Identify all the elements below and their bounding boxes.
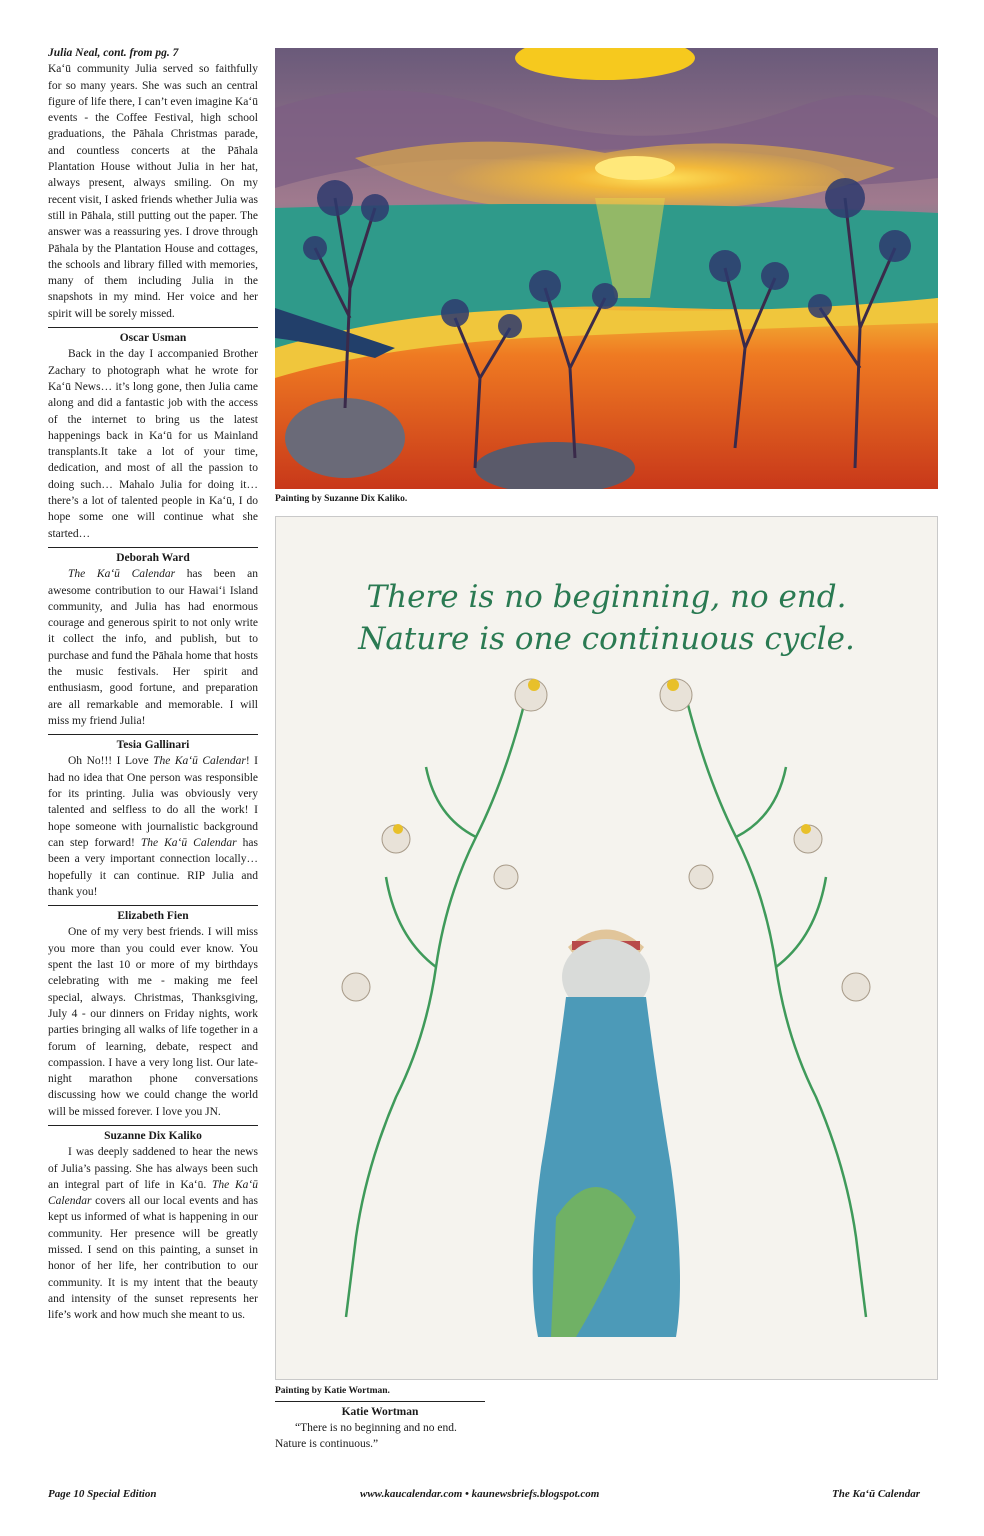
left-column (48, 45, 258, 1324)
continuation-heading: Julia Neal, cont. from pg. 7 (48, 47, 179, 59)
watercolor-art (276, 517, 937, 1379)
tribute-name-suzanne: Suzanne Dix Kaliko (104, 1130, 202, 1142)
painting2-caption: Painting by Katie Wortman. (275, 1386, 390, 1396)
tribute-name-oscar: Oscar Usman (119, 332, 187, 345)
footer-publication: The Ka‘ū Calendar (832, 1488, 921, 1500)
tribute-text-part: has been a very important connection locally… hopefully it can continue. RIP Julia and thank you! (48, 836, 258, 898)
tribute-text-part: ! I had no idea that One person was responsible for its printing. Julia was obviously very talented and selfless to do all the work! I hope someone with journalistic background can step forward! (48, 755, 258, 849)
tribute-text-part: Oh No!!! I Love (68, 755, 154, 768)
publication-name: The Ka‘ū Calendar (140, 836, 237, 849)
divider (48, 734, 258, 735)
divider (48, 327, 258, 328)
publication-name: The Ka‘ū Calendar (153, 755, 246, 768)
sunset-painting (275, 48, 938, 489)
divider (48, 1125, 258, 1126)
tribute-name-deborah: Deborah Ward (116, 551, 190, 564)
painting1-caption: Painting by Suzanne Dix Kaliko. (275, 494, 408, 504)
tribute-text-tesia (48, 753, 258, 900)
divider (275, 1401, 485, 1402)
publication-name: The Ka‘ū Calendar (48, 1178, 259, 1208)
watercolor-painting (275, 516, 938, 1380)
painting-quote-line2: Nature is one continuous cycle. (358, 621, 855, 657)
tribute-text-suzanne (48, 1144, 258, 1323)
tribute-text-part: covers all our local events and has kept us informed of what is happening in our community. Her presence will be greatly missed. I send on this painting, a sunset in honor of her life, her contribution to our community. It is my intent that the beauty and intensity of the sunset represents her life’s work and how much she meant to us. (48, 1195, 258, 1322)
painting-quote-line1: There is no beginning, no end. (366, 579, 847, 615)
footer-website: www.kaucalendar.com • kaunewsbriefs.blogspot.com (360, 1488, 600, 1500)
publication-name: The Ka‘ū Calendar (68, 568, 176, 581)
divider (48, 547, 258, 548)
divider (48, 905, 258, 906)
tribute-name-tesia: Tesia Gallinari (116, 739, 190, 752)
footer-page: Page 10 Special Edition (48, 1488, 157, 1500)
katie-tribute (275, 1401, 485, 1452)
sunset-painting-art (275, 48, 938, 489)
tribute-text-deborah (48, 566, 258, 729)
tribute-text-deborah-body: has been an awesome contribution to our Hawai‘i Island community, and Julia has had enormous courage and generous spirit to not only write it collect the info, and publish, but to purchase and fund the Pāhala home that hosts the music festivals. Her spirit and enthusiasm, good fortune, and preparation are all remarkable and memorable. I will miss my friend Julia! (48, 568, 258, 727)
tribute-name-elizabeth: Elizabeth Fien (117, 910, 189, 923)
tribute-name-katie: Katie Wortman (341, 1406, 419, 1418)
tribute-text-oscar: Back in the day I accompanied Brother Zachary to photograph what he wrote for Ka‘ū News… it’s long gone, then Julia came along and did a fantastic job with the access of the internet to bring us the latest happenings back in Ka‘ū for us Mainland transplants.It take a lot of your time, dedication, and most of all the passion to doing such… Mahalo Julia for doing it… there’s a lot of talented people in Ka‘ū, I do hope some one will continue what she started… (48, 348, 258, 540)
continuation-text: Ka‘ū community Julia served so faithfully for so many years. She was such an central figure of life there, I can’t even imagine Ka‘ū events - the Coffee Festival, high school graduations, the Pāhala Christmas parade, and countless concerts at the Pāhala Plantation House without Julia in her hat, always present, always smiling. On my recent visit, I asked friends whether Julia was still in Pāhala, still putting out the paper. The answer was a reassuring yes. I drove through Pāhala by the Plantation House and cottages, the schools and library filled with memories, many of them including Julia in the snapshots in my mind. Her voice and her spirit will be sorely missed. (48, 63, 258, 320)
tribute-text-part: I was deeply saddened to hear the news of Julia’s passing. She has always been such an integral part of life in Ka‘ū. (48, 1146, 258, 1191)
tribute-text-katie: “There is no beginning and no end. Nature is continuous.” (275, 1422, 457, 1450)
tribute-text-elizabeth: One of my very best friends. I will miss you more than you could ever know. You spent the last 10 or more of my birthdays celebrating with me - making me feel special, always. Christmas, Thanksgiving, July 4 - our dinners on Friday nights, work parties bringing all walks of life together in a forum of learning, debate, respect and compassion. I have a very long list. Our late-night marathon phone conversations discussing how we could change the world will be missed forever. I love you JN. (48, 926, 258, 1118)
